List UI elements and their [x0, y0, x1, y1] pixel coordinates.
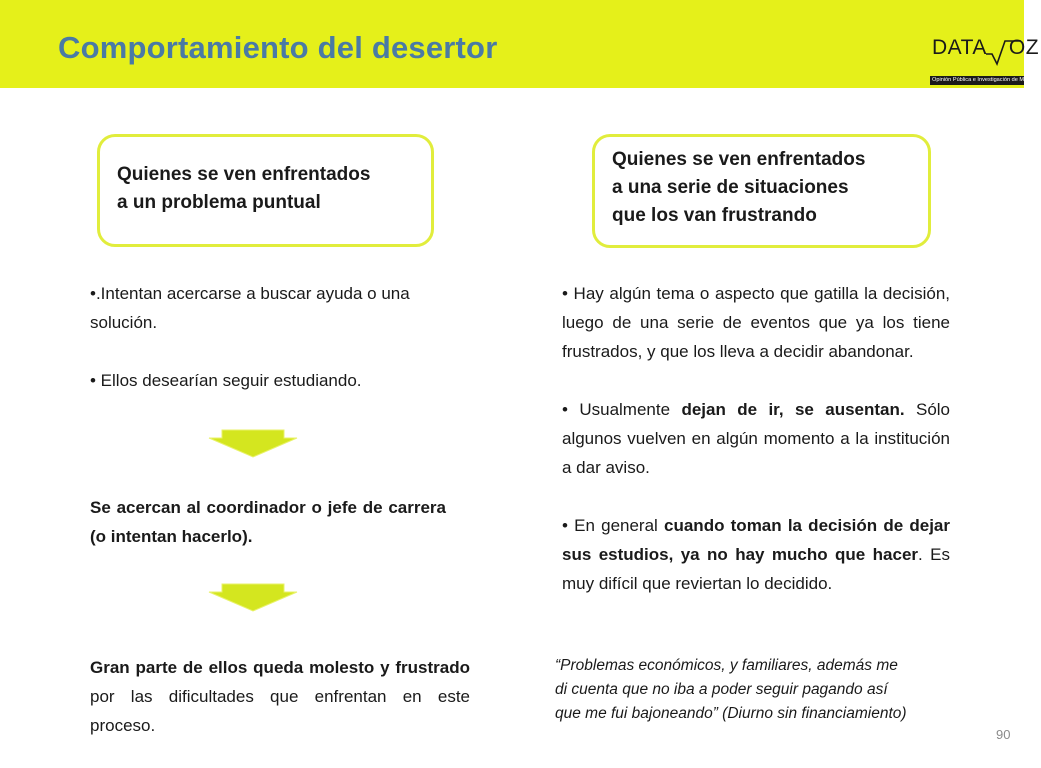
right-heading-box [592, 134, 931, 248]
right-bullet-2 [562, 395, 950, 482]
right-heading-line-2: a una serie de situaciones [612, 177, 849, 198]
right-bullet-2-bold: dejan de ir, se ausentan. [681, 400, 905, 419]
quote-line-1: “Problemas económicos, y familiares, además me [555, 657, 898, 674]
left-final-rest: por las dificultades que enfrentan en este proceso. [90, 687, 470, 735]
right-bullet-2-text-a: • Usualmente [562, 400, 682, 419]
left-bullet-list [90, 279, 450, 395]
logo-word-left: DATA [932, 36, 987, 59]
right-bullet-list [562, 279, 950, 598]
left-final-bold: Gran parte de ellos queda molesto y frustrado [90, 658, 470, 677]
right-heading-line-1: Quienes se ven enfrentados [612, 149, 866, 170]
interview-quote [555, 654, 985, 726]
logo-tagline: Opinión Pública e Investigación de Mercado [932, 77, 1041, 83]
left-consequence: Se acercan al coordinador o jefe de carrera (o intentan hacerlo). [90, 498, 446, 546]
quote-line-3: que me fui bajoneando” (Diurno sin financiamiento) [555, 705, 907, 722]
right-bullet-3-text-b: . Es muy difícil que reviertan lo decidido. [562, 545, 950, 593]
right-bullet-3-bold: cuando toman la decisión de dejar sus estudios, ya no hay mucho que hacer [562, 516, 950, 564]
right-bullet-2-text-b: Sólo algunos vuelven en algún momento a la institución a dar aviso. [562, 400, 951, 477]
arrow-1-shape [209, 430, 297, 457]
checkmark-v-icon [986, 40, 1022, 66]
right-bullet-3-text-a: • En general [562, 516, 665, 535]
left-heading-line-1: Quienes se ven enfrentados [117, 164, 371, 185]
arrow-2-shape [209, 584, 297, 611]
right-bullet-1-text: • Hay algún tema o aspecto que gatilla la decisión, luego de una serie de eventos que ya los tiene frustrados, y que los lleva a decidir abandonar. [562, 284, 950, 361]
left-bullet-1: •.Intentan acercarse a buscar ayuda o una solución. [90, 284, 410, 332]
left-final-statement [90, 653, 470, 740]
down-arrow-icon [208, 428, 298, 458]
left-heading-box [97, 134, 434, 247]
page-title: Comportamiento del desertor [58, 30, 498, 65]
quote-line-2: di cuenta que no iba a poder seguir pagando así [555, 681, 888, 698]
down-arrow-icon [208, 582, 298, 612]
logo-word-right: OZ [1008, 36, 1040, 59]
right-bullet-3 [562, 511, 950, 598]
page-number: 90 [996, 727, 1011, 742]
left-heading-line-2: a un problema puntual [117, 192, 321, 213]
right-heading-line-3: que los van frustrando [612, 205, 817, 226]
datavoz-logo [930, 36, 1041, 88]
left-bullet-2: • Ellos desearían seguir estudiando. [90, 371, 362, 390]
right-bullet-1 [562, 279, 950, 366]
